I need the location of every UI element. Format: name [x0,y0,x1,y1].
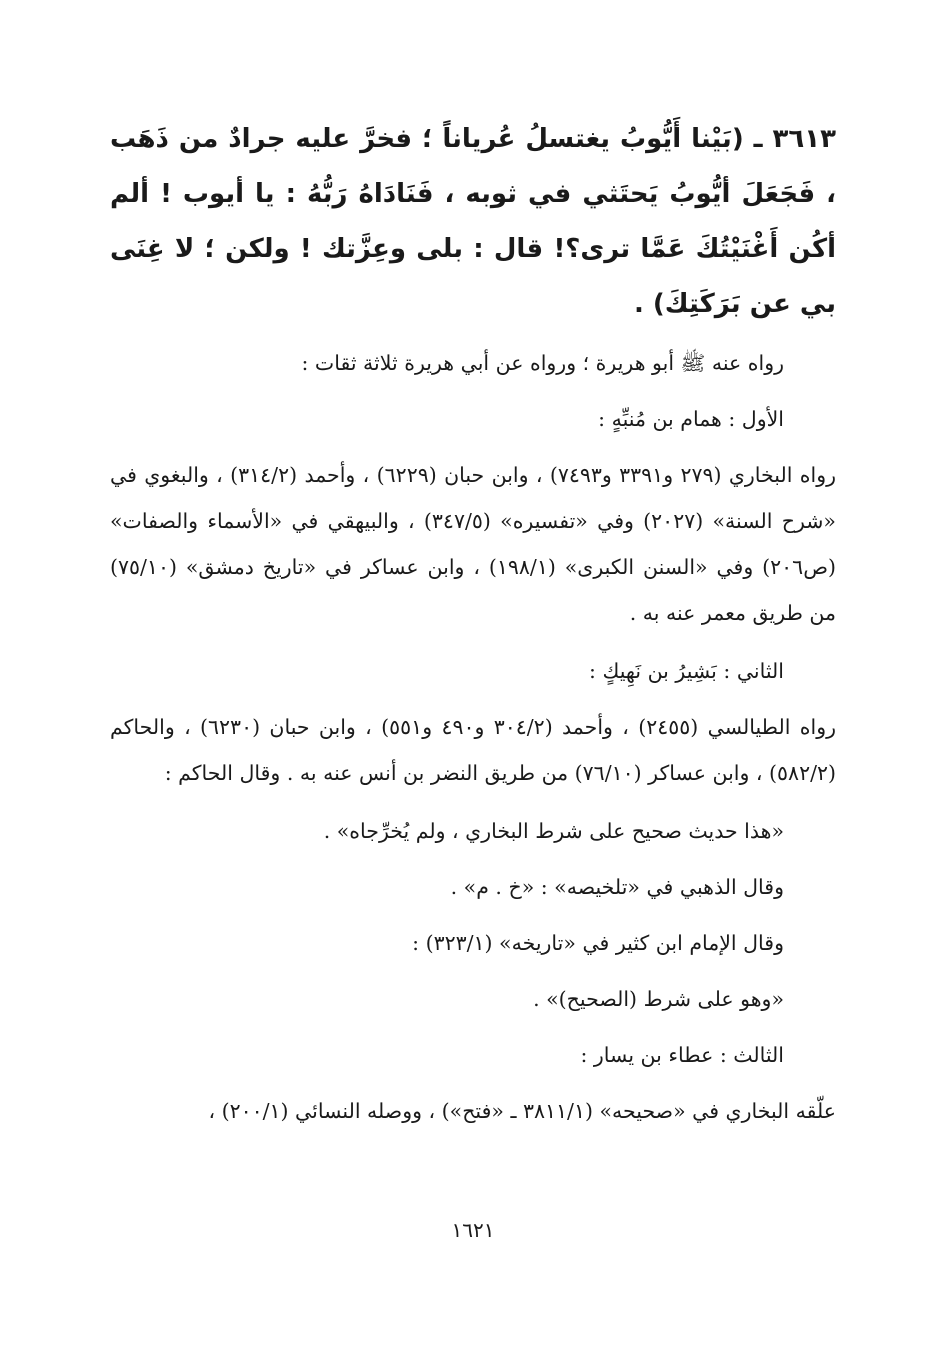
dhahabi-comment: وقال الذهبي في «تلخيصه» : «خ . م» . [450,875,784,899]
ibn-kathir-comment: وقال الإمام ابن كثير في «تاريخه» (٣٢٣/١) : [412,931,784,955]
hakim-quote: «هذا حديث صحيح على شرط البخاري ، ولم يُخرِّجاه» . [323,819,784,843]
second-narrator-sources: رواه الطيالسي (٢٤٥٥) ، وأحمد (٣٠٤/٢ و٤٩٠ و٥٥١) ، وابن حبان (٦٢٣٠) ، والحاكم (٥٨٢/٢) ، وابن عساكر (٧٦/١٠) من طريق النضر بن أنس عنه به . وقال الحاكم : [110,715,836,785]
third-narrator-heading: الثالث : عطاء بن يسار : [580,1043,784,1067]
page-number: ١٦٢١ [451,1218,495,1242]
page-body [110,112,836,1146]
hadith-text: ٣٦١٣ ـ (بَيْنا أَيُّوبُ يغتسلُ عُرياناً ؛ فخرَّ عليه جرادٌ من ذَهَب ، فَجَعَلَ أيُّوبُ يَحتَثي في ثوبه ، فَنَادَاهُ رَبُّهُ : يا أيوب ! ألم أكُن أَغْنَيْتُكَ عَمَّا ترى؟! قال : بلى وعِزَّتك ! ولكن ؛ لا غِنَى بي عن بَرَكَتِكَ) . [110,124,836,319]
first-narrator-heading: الأول : همام بن مُنبِّهٍ : [598,407,784,431]
narration-intro: رواه عنه ﷺ أبو هريرة ؛ ورواه عن أبي هريرة ثلاثة ثقات : [301,351,784,375]
third-narrator-sources: علّقه البخاري في «صحيحه» (٣٨١١/١ ـ «فتح») ، ووصله النسائي (٢٠٠/١) ، [208,1099,836,1123]
second-narrator-heading: الثاني : بَشِيرُ بن نَهِيكٍ : [589,659,784,683]
ibn-kathir-quote: «وهو على شرط (الصحيح)» . [533,987,784,1011]
first-narrator-sources: رواه البخاري (٢٧٩ و٣٣٩١ و٧٤٩٣) ، وابن حبان (٦٢٢٩) ، وأحمد (٣١٤/٢) ، والبغوي في «شرح السنة» (٢٠٢٧) وفي «تفسيره» (٣٤٧/٥) ، والبيهقي في «الأسماء والصفات» (ص٢٠٦) وفي «السنن الكبرى» (١٩٨/١) ، وابن عساكر في «تاريخ دمشق» (٧٥/١٠) من طريق معمر عنه به . [110,463,837,625]
